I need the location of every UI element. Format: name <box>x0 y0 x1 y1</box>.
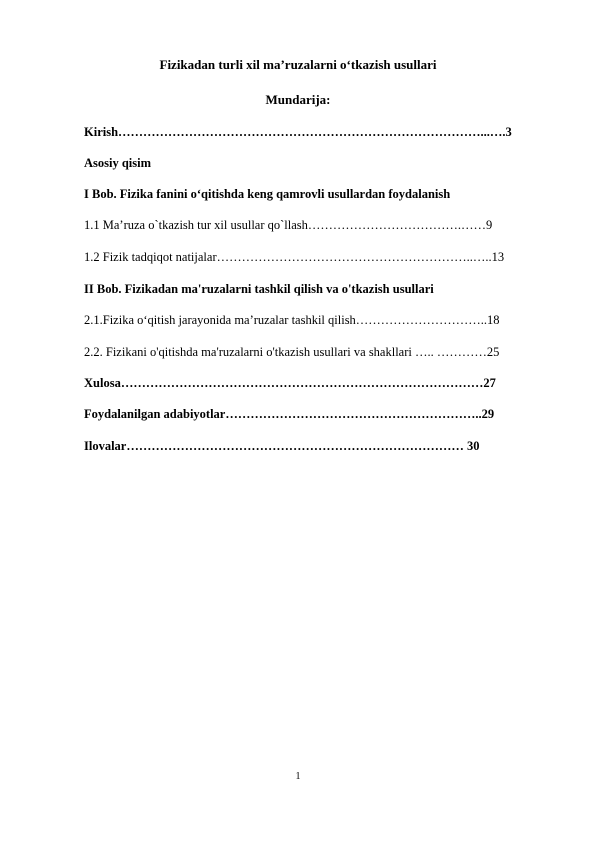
toc-entry-1-2: 1.2 Fizik tadqiqot natijalar……………………………………………………..…..13 <box>84 250 505 264</box>
toc-entry-2-2: 2.2. Fizikani o'qitishda ma'ruzalarni o'tkazish usullari va shakllari ….. …………25 <box>84 345 500 359</box>
toc-entry-chapter-2: II Bob. Fizikadan ma'ruzalarni tashkil qilish va o'tkazish usullari <box>84 282 434 296</box>
toc-entry-chapter-1: I Bob. Fizika fanini o‘qitishda keng qamrovli usullardan foydalanish <box>84 187 451 201</box>
toc-entry-asosiy-qisim: Asosiy qisim <box>84 156 152 170</box>
toc-entry-xulosa: Xulosa……………………………………………………………………………27 <box>84 376 496 390</box>
toc-entry-kirish: Kirish……………………………………………………………………………...….3 <box>84 125 512 139</box>
toc-entry-1-1: 1.1 Ma’ruza o`tkazish tur xil usullar qo`llash……………………………….……9 <box>84 218 493 232</box>
toc-entry-adabiyotlar: Foydalanilgan adabiyotlar……………………………………………………..29 <box>84 407 495 421</box>
toc-entry-ilovalar: Ilovalar……………………………………………………………………… 30 <box>84 439 480 453</box>
toc-heading: Mundarija: <box>265 92 331 107</box>
page-number: 1 <box>295 771 301 782</box>
document-title: Fizikadan turli xil ma’ruzalarni o‘tkazish usullari <box>159 57 437 72</box>
toc-entry-2-1: 2.1.Fizika o‘qitish jarayonida ma’ruzalar tashkil qilish…………………………..18 <box>84 313 500 327</box>
